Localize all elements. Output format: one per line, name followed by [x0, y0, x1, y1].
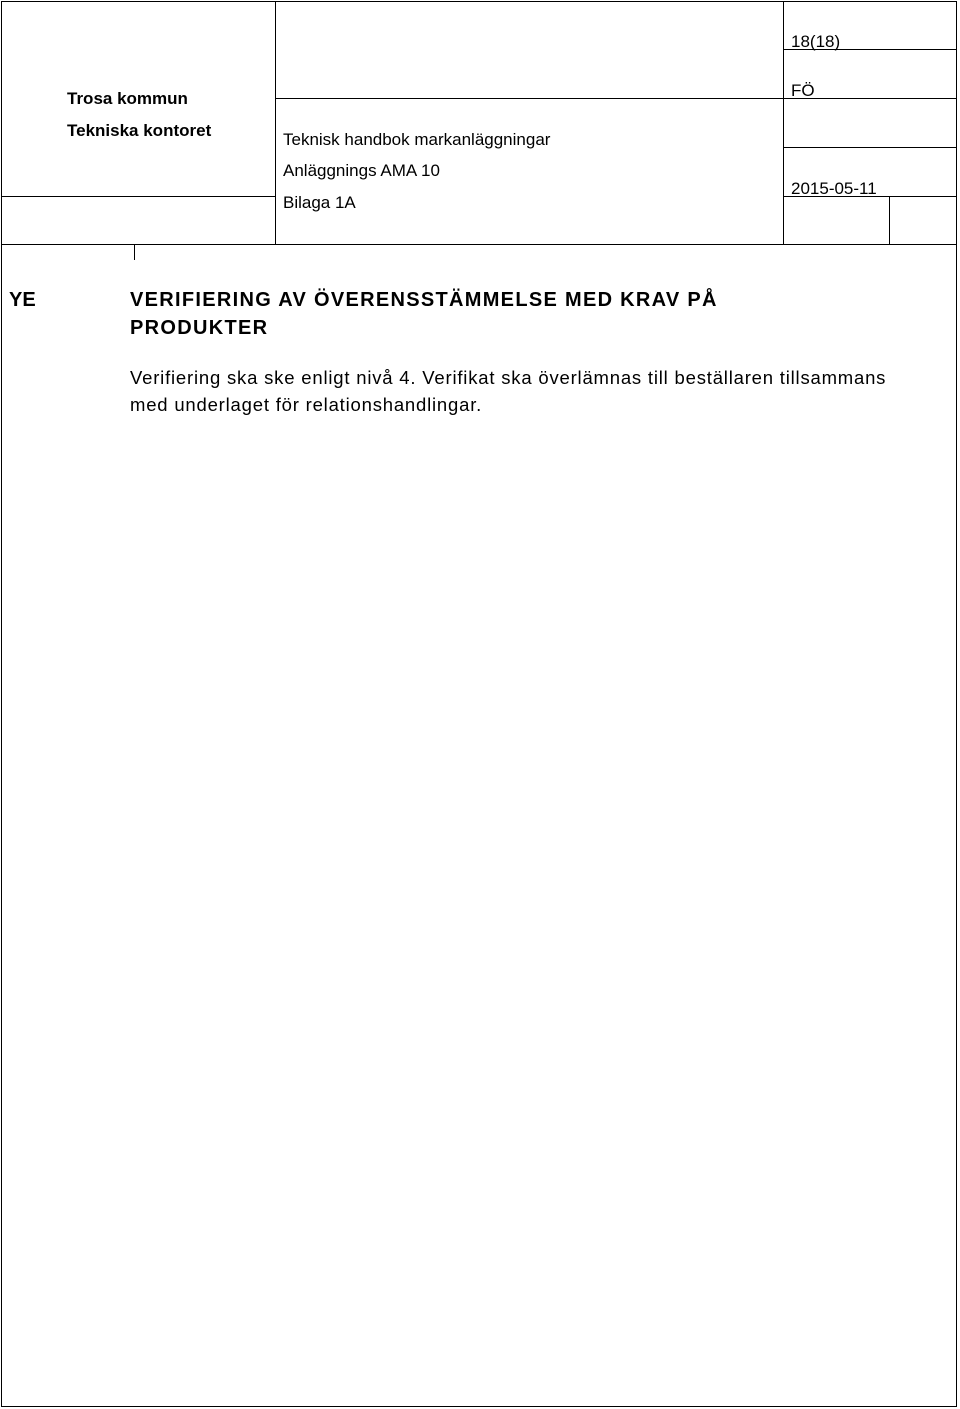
section-code: YE — [9, 289, 36, 311]
section-body: Verifiering ska ske enligt nivå 4. Verifikat ska överlämnas till beställaren tillsammans med underlaget för relationshandlingar. — [130, 367, 887, 415]
header-divider-left — [275, 1, 276, 245]
header-rule-org — [1, 196, 275, 197]
reference-standard: Anläggnings AMA 10 — [283, 161, 440, 180]
organization-name: Trosa kommun — [67, 89, 188, 108]
department-name: Tekniska kontoret — [67, 121, 212, 140]
header-divider-right — [783, 1, 784, 245]
header-bottom-rule — [1, 244, 957, 245]
page-number: 18(18) — [791, 32, 841, 51]
appendix-label: Bilaga 1A — [283, 193, 356, 212]
document-title: Teknisk handbok markanläggningar — [283, 130, 551, 149]
header-divider-date — [889, 196, 890, 245]
category-code: FÖ — [791, 81, 815, 100]
section-title: VERIFIERING AV ÖVERENSSTÄMMELSE MED KRAV PÅ PRODUKTER — [130, 289, 718, 339]
header-rule-code — [275, 98, 957, 99]
page-frame — [1, 1, 957, 1407]
section-tick-mark — [134, 245, 135, 260]
header-rule-empty — [783, 147, 957, 148]
document-date: 2015-05-11 — [791, 179, 877, 198]
